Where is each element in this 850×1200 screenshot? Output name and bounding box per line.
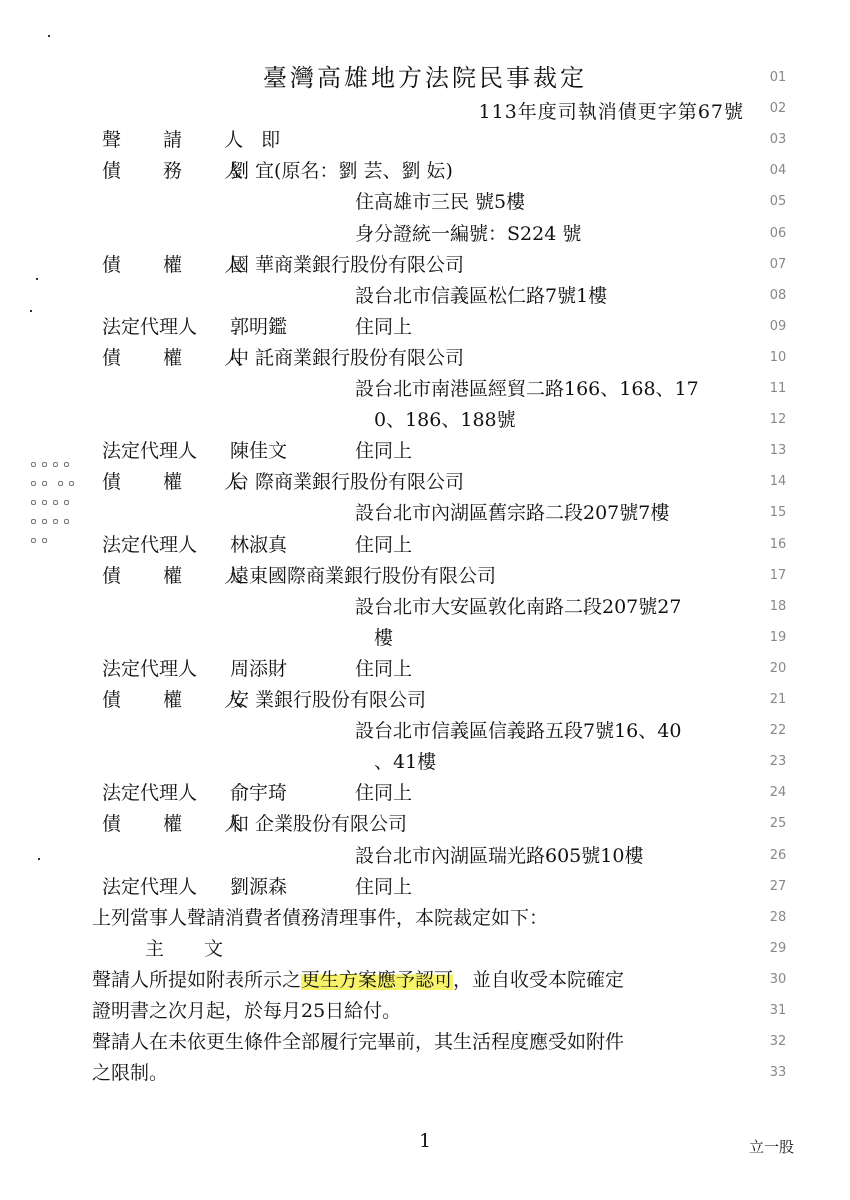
- party-role-label: 法定代理人: [102, 657, 198, 680]
- line-number: 21: [769, 692, 787, 707]
- party-name: 俞宇琦: [230, 782, 288, 805]
- line-number: 32: [769, 1034, 787, 1050]
- party-name: 國 華商業銀行股份有限公司: [230, 253, 465, 276]
- body-text: 之限制。: [92, 1062, 169, 1085]
- party-role-label: 法定代理人: [102, 782, 198, 805]
- party-detail: 設台北市信義區信義路五段7號16、40: [355, 720, 682, 743]
- party-detail: 設台北市大安區敦化南路二段207號27: [355, 595, 682, 618]
- line-number: 01: [769, 70, 787, 85]
- party-name: 劉源森: [230, 875, 288, 898]
- body-text: 上列當事人聲請消費者債務清理事件，本院裁定如下：: [92, 906, 549, 929]
- line-number: 30: [769, 971, 787, 987]
- line-number: 16: [769, 536, 787, 552]
- line-number: 19: [769, 629, 787, 645]
- party-address-note: 住同上: [355, 315, 413, 338]
- party-name: 林淑真: [230, 533, 288, 556]
- party-role-label: 債 權 人: [102, 689, 262, 711]
- line-number: 24: [769, 785, 787, 801]
- line-number: 28: [769, 909, 787, 925]
- text-segment: ，並自收受本院確定: [453, 968, 625, 991]
- line-number: 05: [769, 194, 787, 210]
- line-number: 12: [769, 412, 787, 428]
- scan-speck: [48, 35, 50, 37]
- party-detail-continued: 樓: [374, 626, 394, 649]
- party-role-label: 債 權 人: [102, 564, 262, 587]
- party-detail: 設台北市內湖區舊宗路二段207號7樓: [355, 502, 670, 525]
- party-address-note: 住同上: [355, 782, 413, 805]
- party-name: 周添財: [230, 657, 288, 680]
- line-number: 06: [769, 225, 787, 241]
- page-number: 1: [418, 1130, 432, 1152]
- line-number: 10: [769, 349, 787, 365]
- party-name: 劉 宜(原名：劉 芸、劉 妘): [230, 160, 453, 183]
- party-detail: 住高雄市三民 號5樓: [355, 191, 526, 214]
- party-detail-continued: 、41樓: [374, 751, 437, 774]
- party-address-note: 住同上: [355, 657, 413, 680]
- line-number: 25: [769, 816, 787, 832]
- line-number: 14: [769, 474, 787, 490]
- party-role-label: 債 權 人: [102, 346, 262, 369]
- party-name: 郭明鑑: [230, 315, 288, 338]
- party-address-note: 住同上: [355, 875, 413, 898]
- line-number: 11: [769, 381, 787, 396]
- line-number: 04: [769, 163, 787, 179]
- party-name: 台 際商業銀行股份有限公司: [230, 471, 465, 494]
- highlighted-ruling: 更生方案應予認可: [301, 968, 454, 991]
- line-number: 18: [769, 598, 787, 614]
- party-role-label: 聲 請 人即: [102, 129, 299, 152]
- scan-speck: [38, 858, 40, 860]
- line-number: 23: [769, 754, 787, 770]
- party-name: 中 託商業銀行股份有限公司: [230, 346, 465, 369]
- body-text-highlighted: [92, 968, 624, 992]
- line-number: 13: [769, 443, 787, 459]
- line-number: 17: [769, 567, 787, 583]
- body-text: 聲請人在未依更生條件全部履行完畢前，其生活程度應受如附件: [92, 1031, 625, 1054]
- party-role-label: 債 務 人: [102, 160, 262, 183]
- line-number: 22: [769, 723, 787, 739]
- party-role-label: 法定代理人: [102, 533, 198, 556]
- section-heading: 主文: [145, 937, 264, 960]
- line-number: 27: [769, 878, 787, 894]
- line-number: 33: [769, 1065, 787, 1081]
- scan-speck: [30, 310, 32, 312]
- division-label: 立一股: [748, 1138, 794, 1156]
- party-address-note: 住同上: [355, 440, 413, 463]
- party-name: 陳佳文: [230, 440, 288, 463]
- line-number: 02: [769, 101, 787, 117]
- party-role-label: 法定代理人: [102, 315, 198, 338]
- body-text: 證明書之次月起，於每月25日給付。: [92, 1000, 402, 1022]
- text-segment: 聲請人所提如附表所示之: [92, 968, 302, 991]
- party-name: 安 業銀行股份有限公司: [230, 689, 427, 711]
- party-detail: 設台北市信義區松仁路7號1樓: [355, 284, 608, 307]
- line-number: 29: [769, 940, 787, 956]
- party-role-label: 法定代理人: [102, 440, 198, 463]
- line-number: 03: [769, 132, 787, 148]
- document-title: 臺灣高雄地方法院民事裁定: [263, 64, 587, 92]
- scan-speck: [36, 278, 38, 280]
- line-number: 15: [769, 505, 787, 521]
- case-number: 113年度司執消債更字第67號: [478, 101, 744, 123]
- line-number: 07: [769, 256, 787, 272]
- party-address-note: 住同上: [355, 533, 413, 556]
- scan-artifact: [28, 455, 78, 595]
- party-detail: 設台北市內湖區瑞光路605號10樓: [355, 844, 644, 867]
- party-name: 和 企業股份有限公司: [230, 813, 408, 836]
- line-number: 20: [769, 660, 787, 676]
- party-detail-continued: 0、186、188號: [374, 409, 516, 432]
- line-number: 08: [769, 287, 787, 303]
- line-number: 26: [769, 847, 787, 863]
- line-number: 09: [769, 318, 787, 334]
- line-number: 31: [769, 1003, 787, 1018]
- party-name: 遠東國際商業銀行股份有限公司: [230, 564, 497, 587]
- party-role-label: 債 權 人: [102, 813, 262, 836]
- party-role-label: 債 權 人: [102, 253, 262, 276]
- party-detail: 身分證統一編號：S224 號: [355, 222, 582, 245]
- party-detail: 設台北市南港區經貿二路166、168、17: [355, 378, 699, 400]
- party-role-label: 債 權 人: [102, 471, 262, 494]
- party-role-label: 法定代理人: [102, 875, 198, 898]
